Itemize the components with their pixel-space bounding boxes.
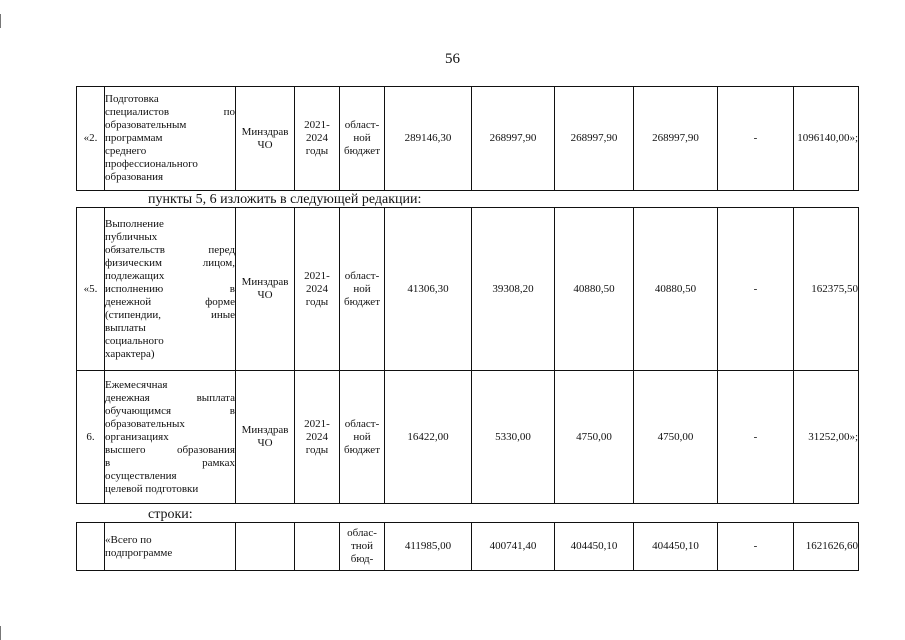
years-line: 2024 — [306, 282, 328, 295]
funding-source-line: облас- — [347, 527, 377, 539]
value-2021: 16422,00 — [385, 371, 472, 504]
cell-text-line: Ежемесячная — [105, 378, 168, 391]
cell-text-line: обучающимся в — [105, 404, 235, 417]
years-line: 2021- — [304, 119, 330, 131]
cell-text-line: Выполнение — [105, 217, 164, 230]
value-2021: 41306,30 — [385, 208, 472, 371]
funding-source-line: бюд- — [350, 553, 374, 565]
cell-text-line: осуществления — [105, 469, 177, 482]
table-row — [77, 523, 859, 571]
years-line: 2021- — [304, 417, 330, 430]
value-2022: 268997,90 — [472, 87, 555, 191]
budget-table-total — [76, 522, 859, 571]
cell-text-line: в рамках — [105, 456, 235, 469]
rows-heading: строки: — [148, 507, 193, 522]
cell-text-line: денежная выплата — [105, 391, 235, 404]
cell-text-line: подпрограмме — [105, 546, 173, 559]
years-line: годы — [305, 145, 329, 157]
value-2022: 400741,40 — [472, 523, 555, 571]
cell-text-line: целевой подготовки — [105, 482, 199, 495]
value-2023: 4750,00 — [555, 371, 634, 504]
activity-name — [105, 208, 236, 371]
years-line: 2024 — [306, 132, 328, 144]
funding-source-line: ной — [353, 430, 371, 443]
funding-source-line: бюджет — [344, 295, 380, 308]
cell-text-line: исполнению в — [105, 282, 235, 295]
executor — [236, 208, 295, 371]
years-line: 2024 — [306, 430, 328, 443]
cell-text-line: подлежащих — [105, 269, 165, 282]
executor-line: ЧО — [257, 437, 273, 449]
cell-text-line: среднего — [105, 145, 147, 157]
executor-line: Минздрав — [241, 276, 289, 288]
activity-name — [105, 371, 236, 504]
executor-line: ЧО — [257, 138, 273, 151]
funding-source-line: ной — [353, 132, 371, 144]
value-dash: - — [718, 371, 794, 504]
years-line: годы — [305, 443, 329, 456]
cell-text-line: выплаты — [105, 321, 146, 334]
funding-source-line: област- — [344, 417, 380, 430]
budget-table-points-5-6 — [76, 207, 859, 504]
value-2021: 289146,30 — [385, 87, 472, 191]
cell-text-line: профессионального — [105, 158, 198, 170]
funding-source — [340, 87, 385, 191]
amendment-heading: пункты 5, 6 изложить в следующей редакции: — [148, 192, 422, 207]
row-number — [77, 523, 105, 571]
value-dash: - — [718, 87, 794, 191]
table-row — [77, 208, 859, 371]
cell-text-line: физическим лицом, — [105, 256, 235, 269]
years — [295, 208, 340, 371]
value-dash: - — [718, 208, 794, 371]
value-2021: 411985,00 — [385, 523, 472, 571]
page-number: 56 — [445, 51, 460, 67]
cell-text-line: образовательных — [105, 417, 185, 430]
funding-source — [340, 523, 385, 571]
value-total: 1621626,60 — [794, 523, 859, 571]
value-2024: 404450,10 — [634, 523, 718, 571]
scan-margin-mark — [0, 626, 6, 640]
cell-text-line: организациях — [105, 430, 169, 443]
cell-text-line: высшего образования — [105, 443, 235, 456]
years-line: годы — [305, 295, 329, 308]
table-row — [77, 523, 859, 571]
years — [295, 87, 340, 191]
activity-name — [105, 87, 236, 191]
funding-source — [340, 371, 385, 504]
scan-margin-mark — [0, 14, 6, 28]
row-number: «5. — [77, 208, 105, 371]
value-2022: 39308,20 — [472, 208, 555, 371]
table-row — [77, 208, 859, 371]
executor-line: Минздрав — [241, 424, 289, 436]
cell-text-line: специалистов по — [105, 106, 235, 118]
executor-line: Минздрав — [241, 125, 289, 138]
funding-source — [340, 208, 385, 371]
cell-text-line: характера) — [105, 347, 155, 360]
cell-text-line: публичных — [105, 230, 158, 243]
cell-text-line: социального — [105, 334, 164, 347]
cell-text-line: Подготовка — [105, 93, 159, 105]
funding-source-line: бюджет — [344, 145, 380, 157]
cell-text-line: образовательным — [105, 119, 187, 131]
value-2023: 40880,50 — [555, 208, 634, 371]
activity-name — [105, 523, 236, 571]
cell-text-line: обязательств перед — [105, 243, 235, 256]
value-total: 1096140,00»; — [794, 87, 859, 191]
cell-text-line: программам — [105, 132, 163, 144]
value-2024: 40880,50 — [634, 208, 718, 371]
funding-source-line: област- — [344, 119, 380, 131]
value-2024: 268997,90 — [634, 87, 718, 191]
executor — [236, 523, 295, 571]
executor — [236, 87, 295, 191]
years — [295, 371, 340, 504]
value-2023: 404450,10 — [555, 523, 634, 571]
cell-text-line: денежной форме — [105, 295, 235, 308]
value-2022: 5330,00 — [472, 371, 555, 504]
cell-text-line: «Всего по — [105, 533, 152, 546]
years — [295, 523, 340, 571]
cell-text-line: образования — [105, 171, 164, 183]
value-total: 31252,00»; — [794, 371, 859, 504]
cell-text-line: (стипендии, иные — [105, 308, 235, 321]
table-row — [77, 87, 859, 191]
funding-source-line: бюджет — [344, 443, 380, 456]
table-row — [77, 87, 859, 191]
budget-table-point-2 — [76, 86, 859, 191]
funding-source-line: тной — [350, 540, 374, 552]
table-row — [77, 371, 859, 504]
years-line: 2021- — [304, 269, 330, 282]
executor-line: ЧО — [257, 289, 273, 301]
row-number: 6. — [77, 371, 105, 504]
table-row — [77, 371, 859, 504]
value-total: 162375,50 — [794, 208, 859, 371]
value-2024: 4750,00 — [634, 371, 718, 504]
value-dash: - — [718, 523, 794, 571]
funding-source-line: област- — [344, 269, 380, 282]
funding-source-line: ной — [353, 282, 371, 295]
value-2023: 268997,90 — [555, 87, 634, 191]
executor — [236, 371, 295, 504]
row-number: «2. — [77, 87, 105, 191]
